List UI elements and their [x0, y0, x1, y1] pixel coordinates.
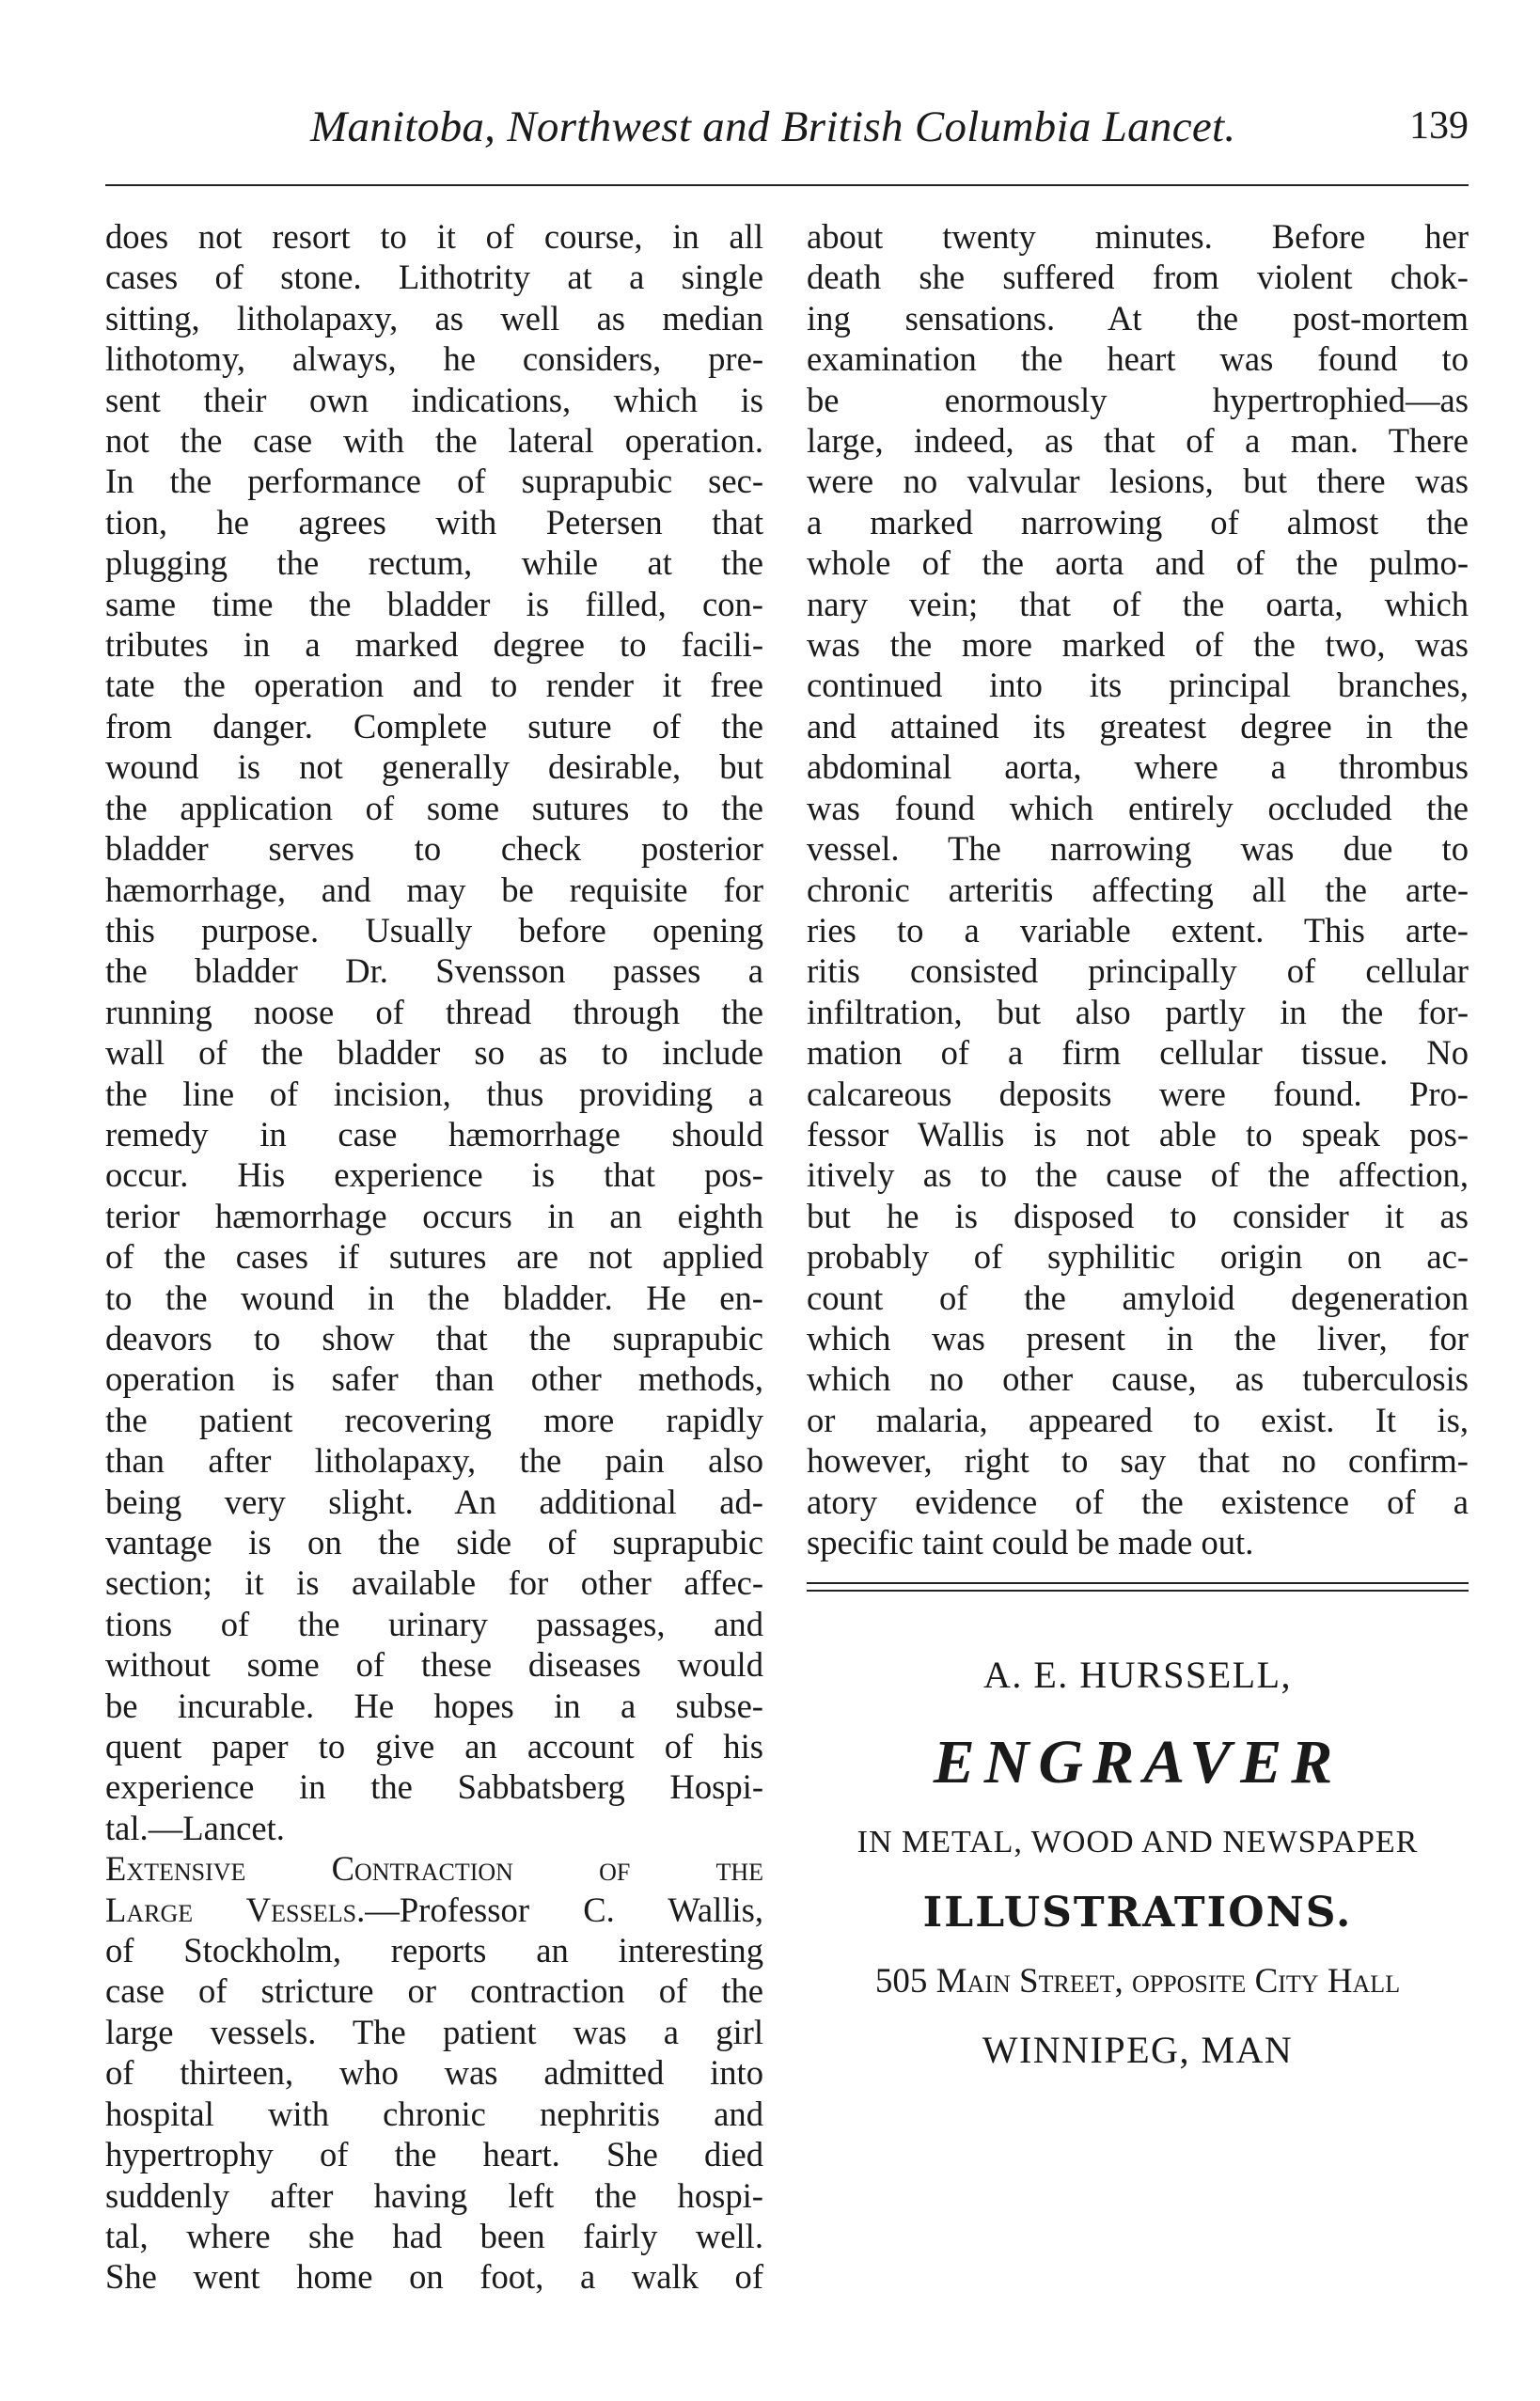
- header-rule: [105, 184, 1469, 186]
- text-line: sent their own indications, which is: [105, 380, 763, 419]
- text-line: abdominal aorta, where a thrombus: [807, 747, 1469, 787]
- text-line: quent paper to give an account of his: [105, 1727, 763, 1766]
- text-line: lithotomy, always, he considers, pre-: [105, 339, 763, 379]
- text-line: from danger. Complete suture of the: [105, 706, 763, 745]
- text-line: whole of the aorta and of the pulmo-: [807, 543, 1469, 583]
- page-number: 139: [1409, 104, 1469, 148]
- text-line: chronic arteritis affecting all the arte-: [807, 870, 1469, 909]
- text-line: sitting, litholapaxy, as well as median: [105, 298, 763, 337]
- advert-city: WINNIPEG, MAN: [982, 2029, 1294, 2071]
- text-line: without some of these diseases would: [105, 1645, 763, 1685]
- text-line: She went home on foot, a walk of: [105, 2257, 763, 2297]
- advert-illustrations: ILLUSTRATIONS.: [922, 1889, 1353, 1937]
- text-line: hypertrophy of the heart. She died: [105, 2135, 763, 2174]
- text-line: a marked narrowing of almost the: [807, 502, 1469, 541]
- text-line: plugging the rectum, while at the: [105, 543, 763, 583]
- left-column-section-body: [105, 1930, 763, 2298]
- text-line: ries to a variable extent. This arte-: [807, 910, 1469, 949]
- text-line: was the more marked of the two, was: [807, 625, 1469, 665]
- text-line: count of the amyloid degeneration: [807, 1278, 1469, 1317]
- text-line: death she suffered from violent chok-: [807, 258, 1469, 297]
- left-column-body: [105, 216, 763, 1848]
- text-line: this purpose. Usually before opening: [105, 910, 763, 949]
- text-line: atory evidence of the existence of a: [807, 1482, 1469, 1521]
- text-line: calcareous deposits were found. Pro-: [807, 1074, 1469, 1113]
- advert-services: IN METAL, WOOD AND NEWSPAPER: [856, 1825, 1419, 1860]
- advertisement: [807, 1636, 1469, 2072]
- text-line: probably of syphilitic origin on ac-: [807, 1237, 1469, 1277]
- text-line: fessor Wallis is not able to speak pos-: [807, 1114, 1469, 1153]
- page-header: [105, 102, 1469, 167]
- text-line: suddenly after having left the hospi-: [105, 2175, 763, 2215]
- text-line: ing sensations. At the post-mortem: [807, 298, 1469, 337]
- text-line: were no valvular lesions, but there was: [807, 462, 1469, 501]
- text-line: In the performance of suprapubic sec-: [105, 462, 763, 501]
- text-line: terior hæmorrhage occurs in an eighth: [105, 1196, 763, 1235]
- text-line: about twenty minutes. Before her: [807, 217, 1469, 256]
- text-line: being very slight. An additional ad-: [105, 1482, 763, 1521]
- section-heading: [105, 1848, 763, 1889]
- advert-rule-top: [807, 1582, 1469, 1584]
- text-line: mation of a firm cellular tissue. No: [807, 1033, 1469, 1073]
- text-line: itively as to the cause of the affection,: [807, 1155, 1469, 1195]
- text-line: continued into its principal branches,: [807, 666, 1469, 705]
- text-line: not the case with the lateral operation.: [105, 421, 763, 461]
- text-line: but he is disposed to consider it as: [807, 1196, 1469, 1235]
- text-line: hospital with chronic nephritis and: [105, 2094, 763, 2133]
- text-line: infiltration, but also partly in the for-: [807, 992, 1469, 1031]
- text-line: tion, he agrees with Petersen that: [105, 502, 763, 541]
- text-line: tate the operation and to render it free: [105, 666, 763, 705]
- right-column: [807, 216, 1469, 1562]
- advert-address-text: 505 Main Street, opposite City Hall: [874, 1962, 1401, 2001]
- advert-trade: ENGRAVER: [933, 1728, 1343, 1797]
- left-column: [105, 216, 763, 2298]
- text-line: does not resort to it of course, in all: [105, 217, 763, 256]
- advert-address: [807, 1961, 1469, 2001]
- text-line: however, right to say that no confirm-: [807, 1441, 1469, 1481]
- text-line: running noose of thread through the: [105, 992, 763, 1031]
- text-line: was found which entirely occluded the: [807, 788, 1469, 827]
- text-line: bladder serves to check posterior: [105, 829, 763, 869]
- text-line: case of stricture or contraction of the: [105, 1971, 763, 2011]
- text-line: be enormously hypertrophied—as: [807, 380, 1469, 419]
- text-line: to the wound in the bladder. He en-: [105, 1278, 763, 1317]
- text-line: than after litholapaxy, the pain also: [105, 1441, 763, 1481]
- text-line: examination the heart was found to: [807, 339, 1469, 379]
- text-line: deavors to show that the suprapubic: [105, 1318, 763, 1357]
- advert-rule-bottom: [807, 1590, 1469, 1592]
- text-line: wound is not generally desirable, but: [105, 747, 763, 787]
- text-line: tal.—Lancet.: [105, 1808, 285, 1847]
- text-line: large vessels. The patient was a girl: [105, 2012, 763, 2051]
- running-title: Manitoba, Northwest and British Columbia Lancet.: [310, 102, 1236, 151]
- text-line: ritis consisted principally of cellular: [807, 951, 1469, 991]
- text-line: wall of the bladder so as to include: [105, 1033, 763, 1073]
- text-line: operation is safer than other methods,: [105, 1359, 763, 1399]
- section-intro: —Professor C. Wallis,: [365, 1890, 763, 1929]
- text-line: hæmorrhage, and may be requisite for: [105, 870, 763, 909]
- text-line: the application of some sutures to the: [105, 788, 763, 827]
- text-line: nary vein; that of the oarta, which: [807, 584, 1469, 623]
- text-line: which was present in the liver, for: [807, 1318, 1469, 1357]
- text-line: the line of incision, thus providing a: [105, 1074, 763, 1113]
- text-line: of thirteen, who was admitted into: [105, 2053, 763, 2093]
- text-line: of the cases if sutures are not applied: [105, 1237, 763, 1277]
- text-line: specific taint could be made out.: [807, 1523, 1254, 1561]
- text-line: same time the bladder is filled, con-: [105, 584, 763, 623]
- text-line: the bladder Dr. Svensson passes a: [105, 951, 763, 991]
- text-line: tions of the urinary passages, and: [105, 1604, 763, 1643]
- text-line: cases of stone. Lithotrity at a single: [105, 258, 763, 297]
- section-heading-line-1: Extensive Contraction of the: [105, 1849, 763, 1889]
- text-line: vessel. The narrowing was due to: [807, 829, 1469, 869]
- text-line: section; it is available for other affec-: [105, 1563, 763, 1603]
- text-line: tal, where she had been fairly well.: [105, 2216, 763, 2255]
- text-line: experience in the Sabbatsberg Hospi-: [105, 1767, 763, 1807]
- text-line: or malaria, appeared to exist. It is,: [807, 1400, 1469, 1439]
- right-column-body: [807, 216, 1469, 1562]
- text-line: large, indeed, as that of a man. There: [807, 421, 1469, 461]
- text-line: be incurable. He hopes in a subse-: [105, 1686, 763, 1725]
- section-heading-line-2: Large Vessels.: [105, 1890, 366, 1929]
- section-heading-line-2-row: [105, 1890, 763, 1930]
- text-line: vantage is on the side of suprapubic: [105, 1523, 763, 1561]
- text-line: the patient recovering more rapidly: [105, 1400, 763, 1439]
- text-line: tributes in a marked degree to facili-: [105, 625, 763, 665]
- text-line: and attained its greatest degree in the: [807, 706, 1469, 745]
- advert-name: A. E. HURSSELL,: [982, 1654, 1293, 1696]
- text-line: occur. His experience is that pos-: [105, 1155, 763, 1195]
- text-line: of Stockholm, reports an interesting: [105, 1931, 763, 1970]
- text-line: remedy in case hæmorrhage should: [105, 1114, 763, 1153]
- text-line: which no other cause, as tuberculosis: [807, 1359, 1469, 1399]
